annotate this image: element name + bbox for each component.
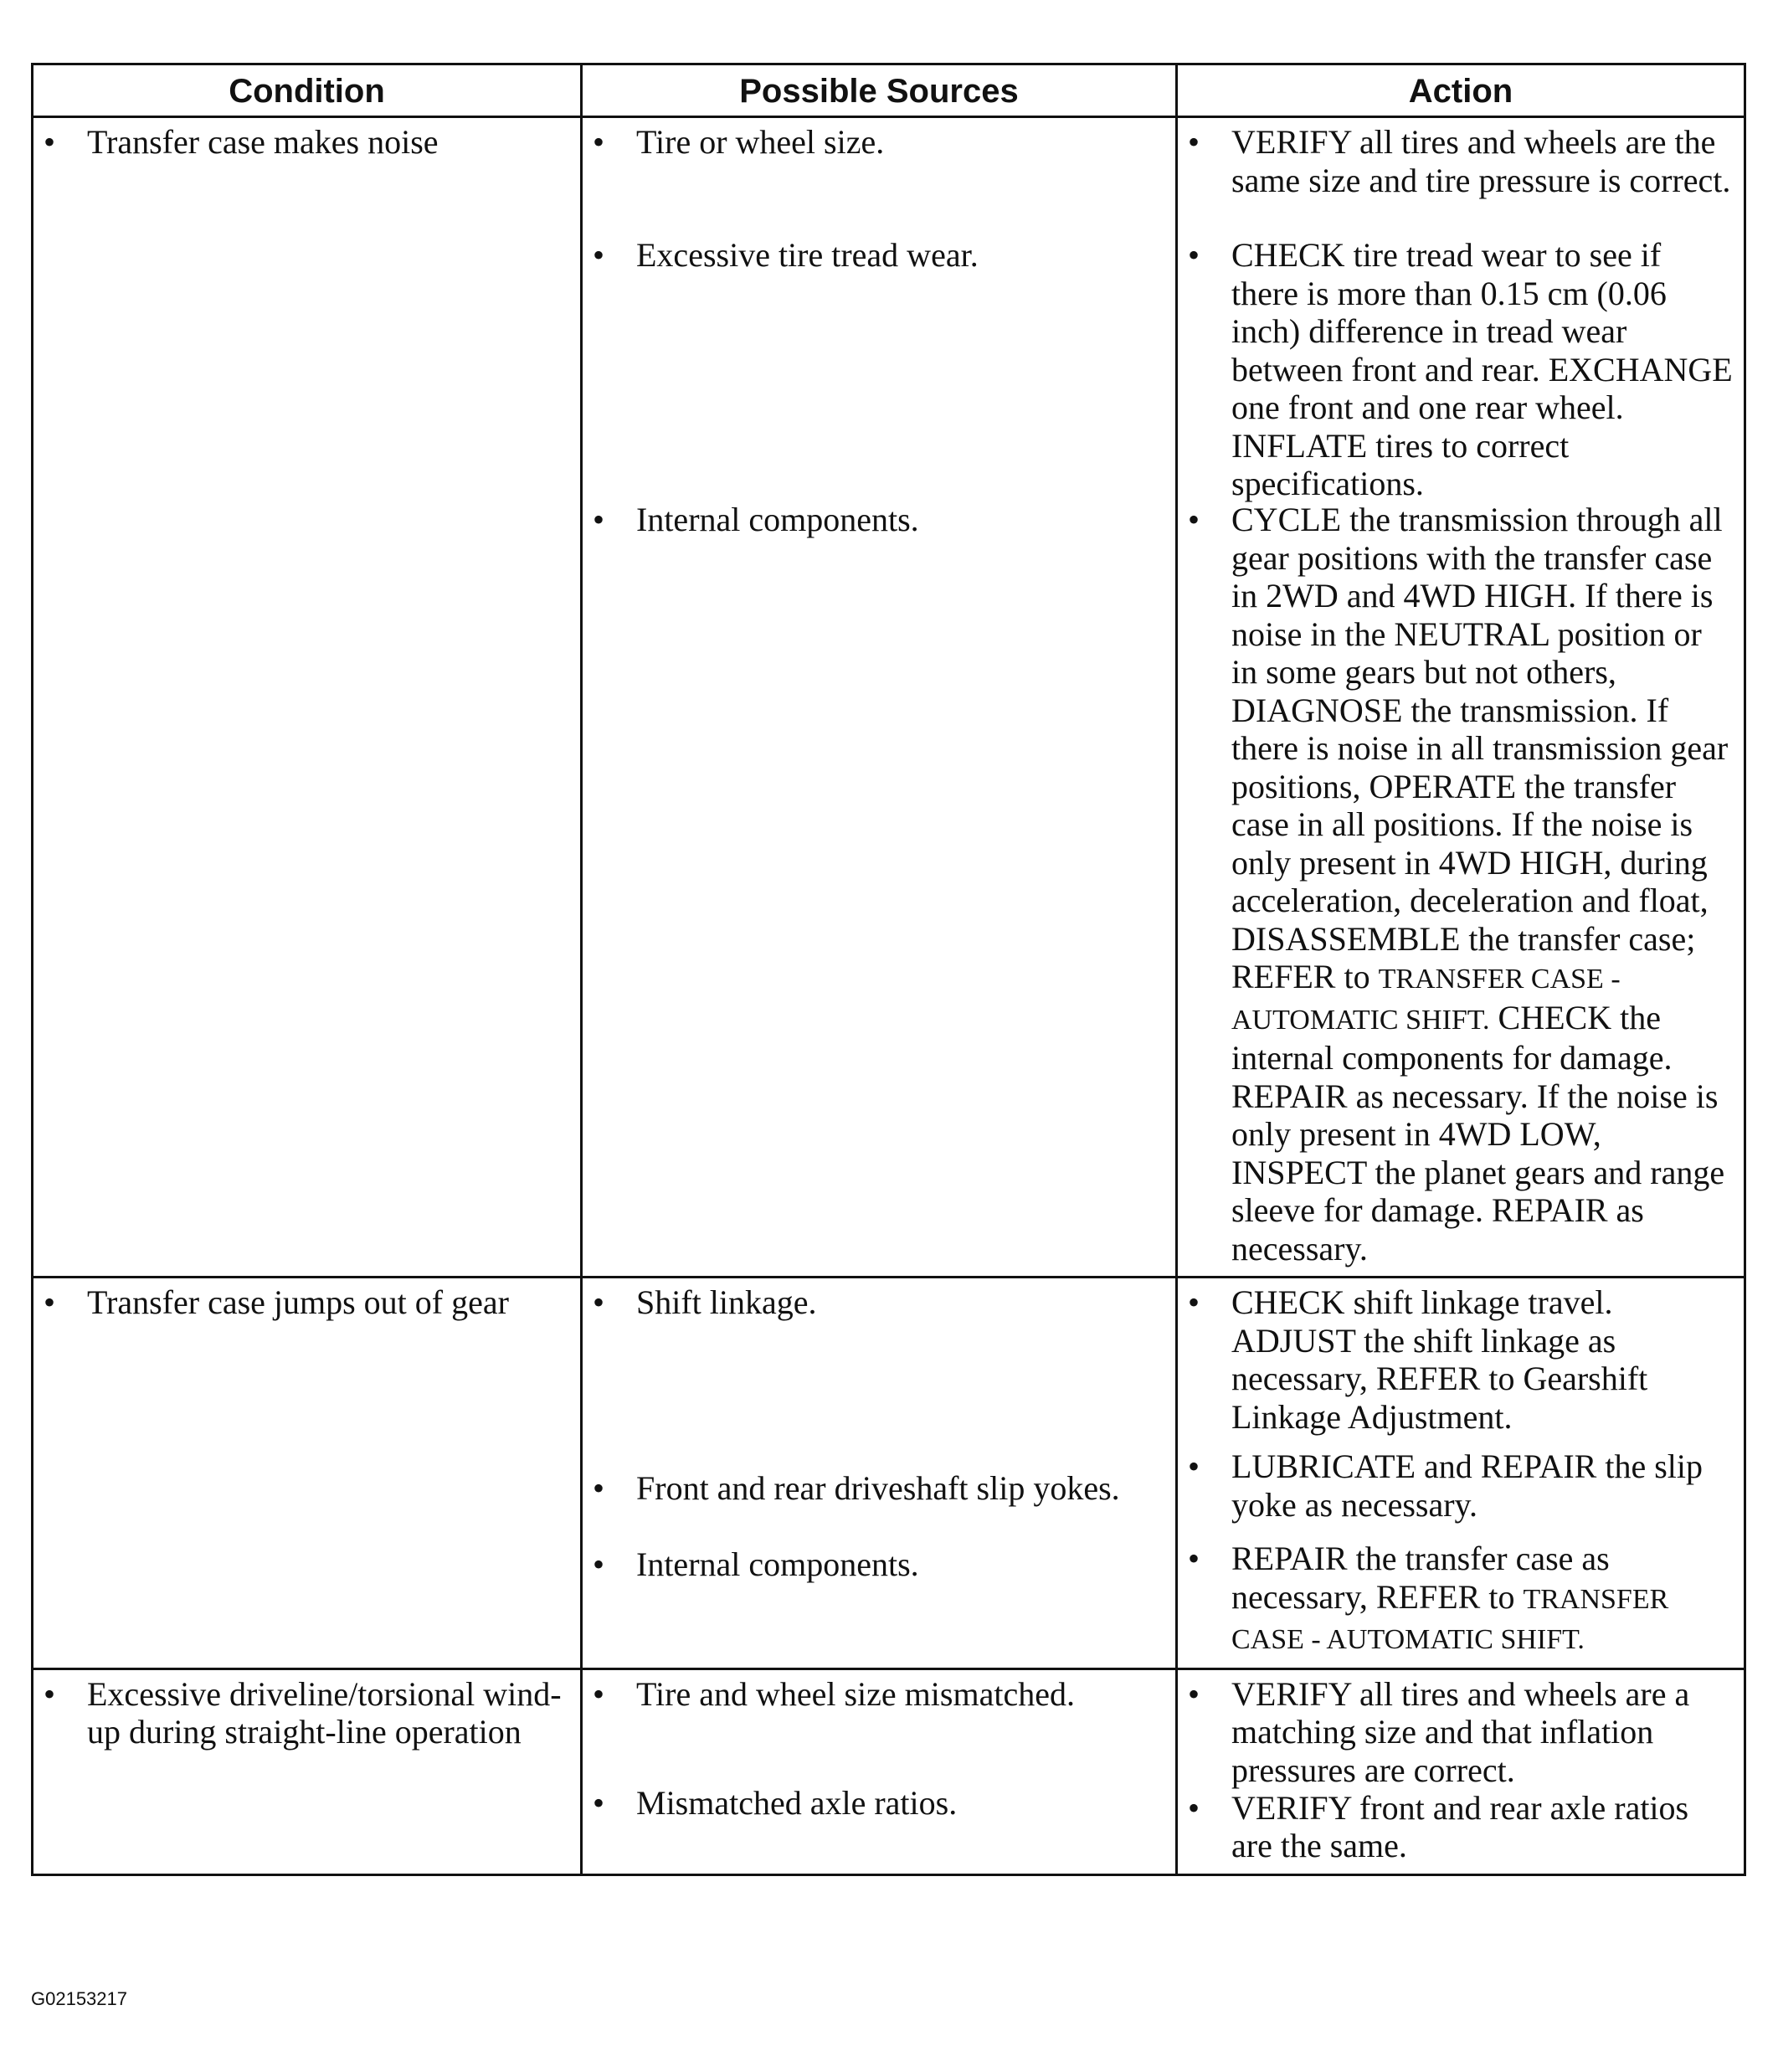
bullet: • xyxy=(1188,1447,1200,1485)
sources-cell xyxy=(582,1668,1177,1874)
action-text: VERIFY all tires and wheels are the same size and tire pressure is correct. xyxy=(1231,123,1731,199)
action-cell xyxy=(1177,1278,1745,1669)
bullet: • xyxy=(44,1283,56,1321)
condition-cell xyxy=(33,117,582,1278)
bullet: • xyxy=(593,1283,605,1321)
sources-cell xyxy=(582,117,1177,1278)
figure-id: G02153217 xyxy=(31,1988,127,2009)
source-text: Tire or wheel size. xyxy=(636,123,885,161)
source-text: Internal components. xyxy=(636,1545,919,1583)
table-row xyxy=(33,1668,1745,1874)
bullet: • xyxy=(1188,1283,1200,1321)
action-text: VERIFY front and rear axle ratios are the same. xyxy=(1231,1788,1689,1864)
action-reference: TRANSFER CASE - AUTOMATIC SHIFT. xyxy=(1231,964,1621,1036)
action-text: CYCLE the transmission through all gear positions with the transfer case in 2WD and 4WD HIGH. If there is noise in the NEUTRAL position or in some gears but not others, DIAGNOSE the transmission. If there is noise in all transmission gear positions, OPERATE the transfer case in all positions. If the noise is only present in 4WD HIGH, during acceleration, deceleration and float, DISASSEMBLE the transfer case; REFER to xyxy=(1231,501,1729,995)
table-row xyxy=(33,1278,1745,1669)
header-condition: Condition xyxy=(33,64,582,117)
bullet: • xyxy=(593,123,605,161)
source-text: Front and rear driveshaft slip yokes. xyxy=(636,1469,1120,1507)
action-reference: TRANSFER CASE - AUTOMATIC SHIFT. xyxy=(1231,1583,1669,1655)
bullet: • xyxy=(593,1545,605,1583)
bullet: • xyxy=(593,1469,605,1507)
condition-text: Transfer case jumps out of gear xyxy=(87,1283,509,1321)
diagnosis-table xyxy=(31,63,1746,1876)
source-text: Shift linkage. xyxy=(636,1283,817,1321)
source-text: Internal components. xyxy=(636,501,919,538)
source-text: Tire and wheel size mismatched. xyxy=(636,1674,1075,1713)
bullet: • xyxy=(1188,236,1200,274)
action-text: CHECK shift linkage travel. ADJUST the shift linkage as necessary, REFER to Gearshift Linkage Adjustment. xyxy=(1231,1283,1648,1436)
bullet: • xyxy=(593,1783,605,1822)
bullet: • xyxy=(44,123,56,161)
header-action: Action xyxy=(1177,64,1745,117)
action-cell xyxy=(1177,1668,1745,1874)
bullet: • xyxy=(593,236,605,274)
condition-text: Excessive driveline/torsional wind-up during straight-line operation xyxy=(87,1674,562,1751)
bullet: • xyxy=(1188,1788,1200,1827)
bullet: • xyxy=(1188,1674,1200,1713)
source-text: Mismatched axle ratios. xyxy=(636,1783,958,1822)
action-text: VERIFY all tires and wheels are a matching size and that inflation pressures are correct. xyxy=(1231,1674,1690,1789)
sources-cell xyxy=(582,1278,1177,1669)
bullet: • xyxy=(593,1674,605,1713)
condition-text: Transfer case makes noise xyxy=(87,123,439,161)
action-text: CHECK tire tread wear to see if there is more than 0.15 cm (0.06 inch) difference in tread wear between front and rear. EXCHANGE one front and one rear wheel. INFLATE tires to correct specifications. xyxy=(1231,236,1733,502)
action-text: REPAIR the transfer case as necessary, REFER to xyxy=(1231,1540,1610,1616)
action-cell xyxy=(1177,117,1745,1278)
header-row xyxy=(33,64,1745,117)
bullet: • xyxy=(593,501,605,538)
table-row xyxy=(33,117,1745,1278)
condition-cell xyxy=(33,1668,582,1874)
header-possible-sources: Possible Sources xyxy=(582,64,1177,117)
action-text-continued: CHECK the internal components for damage. REPAIR as necessary. If the noise is only present in 4WD LOW, INSPECT the planet gears and range sleeve for damage. REPAIR as necessary. xyxy=(1231,998,1725,1267)
bullet: • xyxy=(1188,123,1200,161)
bullet: • xyxy=(1188,501,1200,538)
bullet: • xyxy=(1188,1540,1200,1577)
action-text: LUBRICATE and REPAIR the slip yoke as necessary. xyxy=(1231,1447,1703,1524)
condition-cell xyxy=(33,1278,582,1669)
source-text: Excessive tire tread wear. xyxy=(636,236,979,274)
bullet: • xyxy=(44,1674,56,1713)
